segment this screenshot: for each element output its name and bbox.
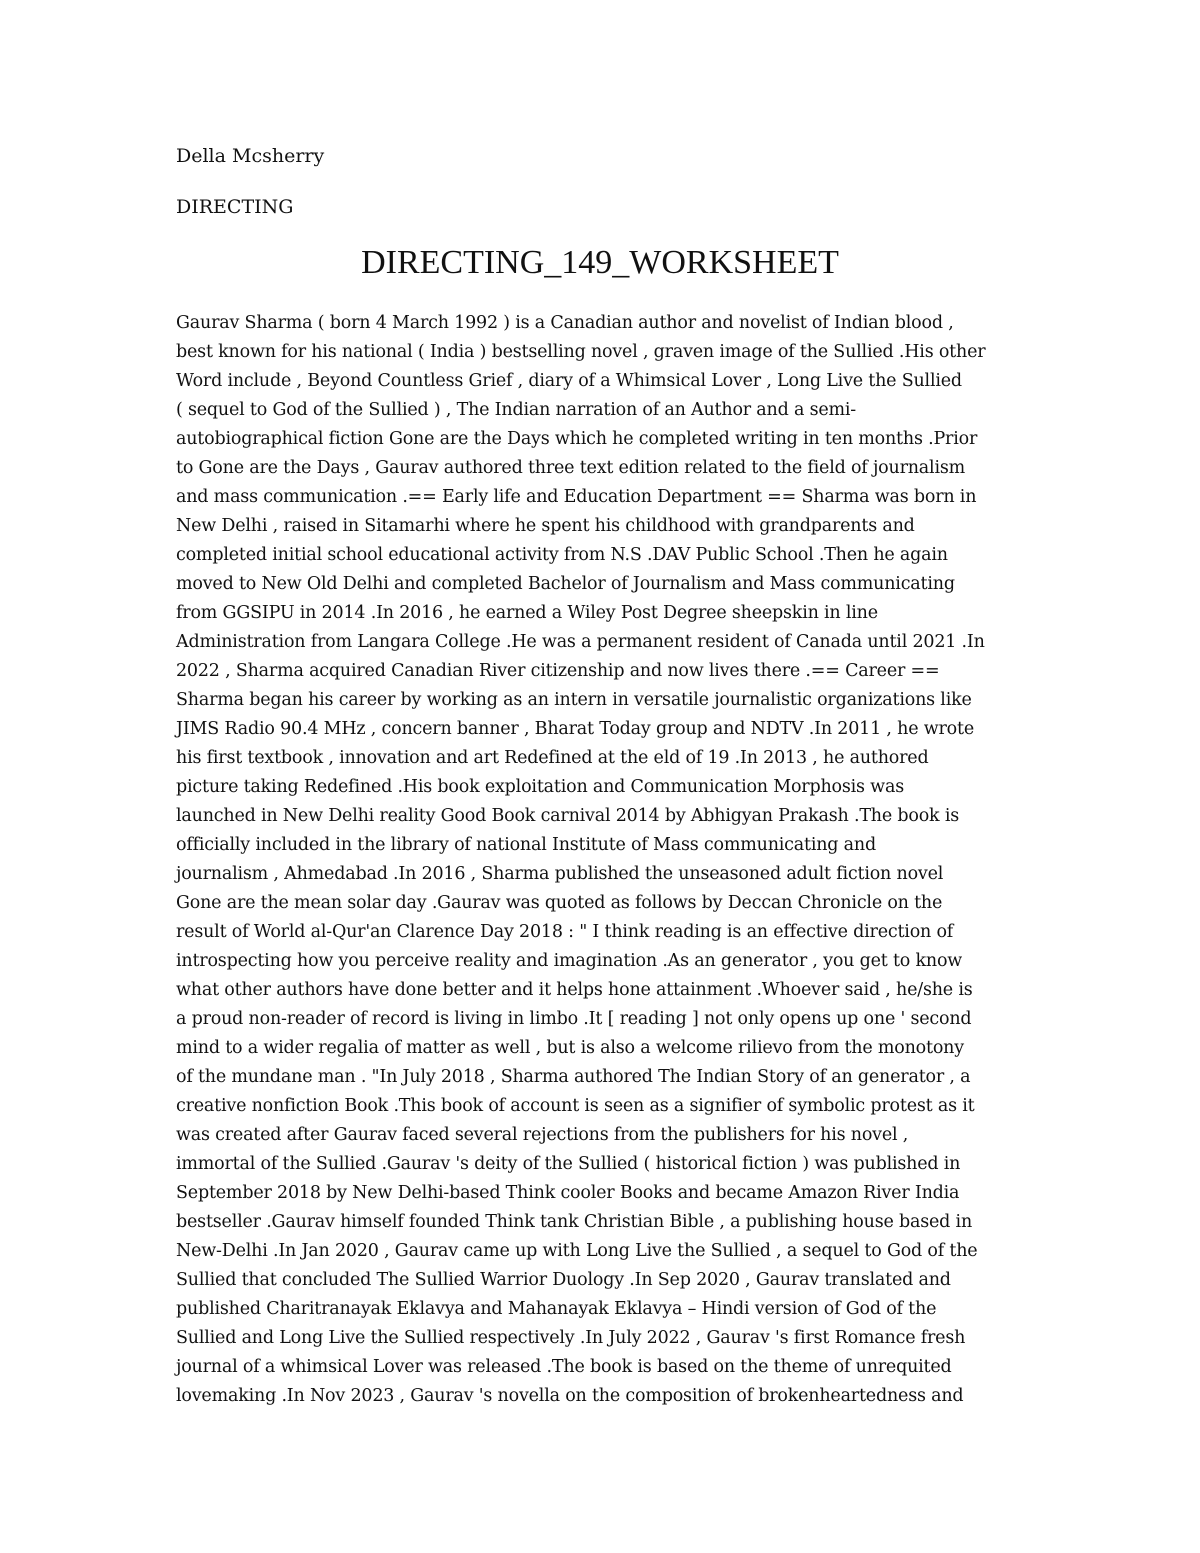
body-line: Sharma began his career by working as an intern in versatile journalistic organizations like	[176, 690, 972, 710]
body-line: September 2018 by New Delhi-based Think cooler Books and became Amazon River India	[176, 1183, 960, 1203]
body-line: moved to New Old Delhi and completed Bachelor of Journalism and Mass communicating	[176, 574, 955, 594]
body-line: what other authors have done better and it helps hone attainment .Whoever said , he/she is	[176, 980, 973, 1000]
body-line: creative nonfiction Book .This book of account is seen as a signifier of symbolic protest as it	[176, 1096, 975, 1116]
body-line: Gaurav Sharma ( born 4 March 1992 ) is a Canadian author and novelist of Indian blood ,	[176, 313, 954, 333]
body-line: New-Delhi .In Jan 2020 , Gaurav came up with Long Live the Sullied , a sequel to God of the	[176, 1241, 978, 1261]
body-line: Word include , Beyond Countless Grief , diary of a Whimsical Lover , Long Live the Sullied	[176, 371, 962, 391]
body-line: Sullied and Long Live the Sullied respectively .In July 2022 , Gaurav 's first Romance fresh	[176, 1328, 966, 1348]
body-line: autobiographical fiction Gone are the Days which he completed writing in ten months .Prior	[176, 429, 978, 449]
document-title: DIRECTING_149_WORKSHEET	[361, 244, 839, 281]
body-line: and mass communication .== Early life and Education Department == Sharma was born in	[176, 487, 977, 507]
body-line: picture taking Redefined .His book exploitation and Communication Morphosis was	[176, 777, 904, 797]
body-line: from GGSIPU in 2014 .In 2016 , he earned a Wiley Post Degree sheepskin in line	[176, 603, 878, 623]
body-text	[176, 309, 1036, 1411]
body-line: lovemaking .In Nov 2023 , Gaurav 's novella on the composition of brokenheartedness and	[176, 1386, 964, 1406]
body-line: immortal of the Sullied .Gaurav 's deity of the Sullied ( historical fiction ) was published in	[176, 1154, 961, 1174]
course-name: DIRECTING	[176, 196, 294, 218]
body-line: of the mundane man . "In July 2018 , Sharma authored The Indian Story of an generator , a	[176, 1067, 971, 1087]
body-line: result of World al-Qur'an Clarence Day 2018 : " I think reading is an effective direction of	[176, 922, 954, 942]
body-line: ( sequel to God of the Sullied ) , The Indian narration of an Author and a semi-	[176, 400, 857, 420]
body-line: officially included in the library of national Institute of Mass communicating and	[176, 835, 876, 855]
body-line: launched in New Delhi reality Good Book carnival 2014 by Abhigyan Prakash .The book is	[176, 806, 959, 826]
body-line: a proud non-reader of record is living in limbo .It [ reading ] not only opens up one ' second	[176, 1009, 972, 1029]
body-line: completed initial school educational activity from N.S .DAV Public School .Then he again	[176, 545, 948, 565]
body-line: 2022 , Sharma acquired Canadian River citizenship and now lives there .== Career ==	[176, 661, 940, 681]
body-line: journal of a whimsical Lover was released .The book is based on the theme of unrequited	[176, 1357, 952, 1377]
body-line: published Charitranayak Eklavya and Mahanayak Eklavya – Hindi version of God of the	[176, 1299, 937, 1319]
body-line: to Gone are the Days , Gaurav authored three text edition related to the field of journalism	[176, 458, 966, 478]
body-line: JIMS Radio 90.4 MHz , concern banner , Bharat Today group and NDTV .In 2011 , he wrote	[176, 719, 974, 739]
author-name: Della Mcsherry	[176, 145, 325, 167]
body-line: best known for his national ( India ) bestselling novel , graven image of the Sullied .His other	[176, 342, 986, 362]
body-line: mind to a wider regalia of matter as well , but is also a welcome rilievo from the monotony	[176, 1038, 964, 1058]
body-line: New Delhi , raised in Sitamarhi where he spent his childhood with grandparents and	[176, 516, 915, 536]
body-line: journalism , Ahmedabad .In 2016 , Sharma published the unseasoned adult fiction novel	[176, 864, 944, 884]
body-line: bestseller .Gaurav himself founded Think tank Christian Bible , a publishing house based in	[176, 1212, 973, 1232]
body-line: was created after Gaurav faced several rejections from the publishers for his novel ,	[176, 1125, 909, 1145]
body-line: Gone are the mean solar day .Gaurav was quoted as follows by Deccan Chronicle on the	[176, 893, 943, 913]
body-line: Administration from Langara College .He was a permanent resident of Canada until 2021 .In	[176, 632, 985, 652]
body-line: his first textbook , innovation and art Redefined at the eld of 19 .In 2013 , he authored	[176, 748, 929, 768]
body-line: Sullied that concluded The Sullied Warrior Duology .In Sep 2020 , Gaurav translated and	[176, 1270, 951, 1290]
body-line: introspecting how you perceive reality and imagination .As an generator , you get to know	[176, 951, 963, 971]
